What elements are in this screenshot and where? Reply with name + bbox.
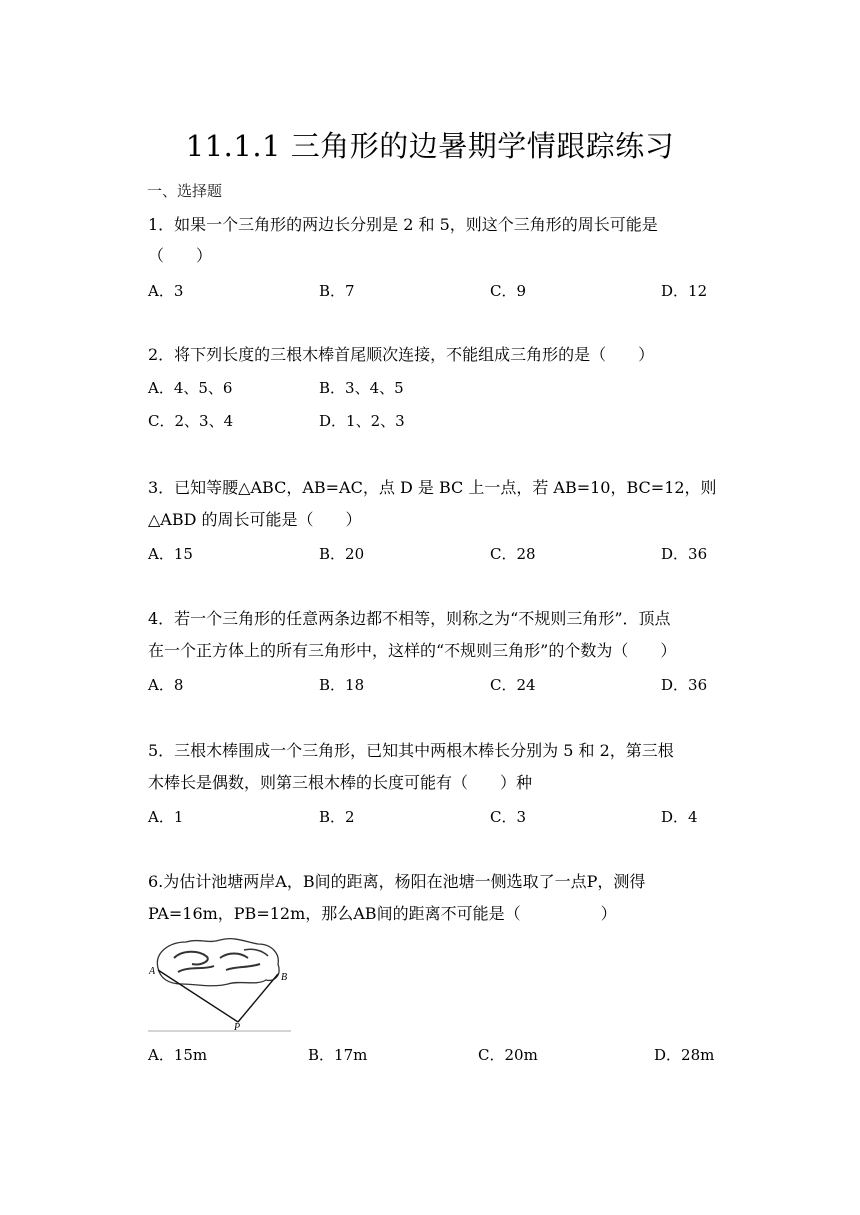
question-stem-line: 木棒长是偶数，则第三根木棒的长度可能有（ ）种	[148, 773, 533, 792]
option-d: D．36	[661, 545, 708, 563]
option-b: B．2	[319, 808, 355, 826]
question-stem-line: 4．若一个三角形的任意两条边都不相等，则称之为“不规则三角形”．顶点	[148, 609, 671, 628]
option-a: A．15	[148, 545, 193, 563]
option-d: D．12	[661, 282, 708, 300]
option-c: C．3	[490, 808, 527, 826]
option-d: D．4	[661, 808, 698, 826]
option-c: C．24	[490, 676, 536, 694]
question-stem-line: 6.为估计池塘两岸A，B间的距离，杨阳在池塘一侧选取了一点P，测得	[148, 872, 646, 891]
question-stem-line: 5．三根木棒围成一个三角形，已知其中两根木棒长分别为 5 和 2，第三根	[148, 741, 674, 760]
question-stem-line: PA=16m，PB=12m，那么AB间的距离不可能是（ ）	[148, 904, 617, 923]
option-c: C．2、3、4	[148, 412, 234, 430]
option-a: A．15m	[148, 1046, 208, 1064]
question-stem-line: 在一个正方体上的所有三角形中，这样的“不规则三角形”的个数为（ ）	[148, 641, 677, 660]
document-title: 11.1.1 三角形的边暑期学情跟踪练习	[185, 129, 675, 163]
segment-pa	[158, 970, 238, 1022]
question-stem-line: △ABD 的周长可能是（ ）	[148, 510, 362, 529]
question-stem-line: 2．将下列长度的三根木棒首尾顺次连接，不能组成三角形的是（ ）	[148, 345, 655, 364]
option-a: A．4、5、6	[148, 379, 233, 397]
question-stem-line: 3．已知等腰△ABC，AB=AC，点 D 是 BC 上一点，若 AB=10，BC=12，则	[148, 478, 717, 497]
option-b: B．17m	[308, 1046, 368, 1064]
option-d: D．1、2、3	[319, 412, 405, 430]
label-p: P	[234, 1022, 241, 1033]
pond-contour	[244, 949, 268, 956]
label-b: B	[281, 972, 288, 983]
question-stem-line: 1．如果一个三角形的两边长分别是 2 和 5，则这个三角形的周长可能是	[148, 215, 658, 234]
pond-contour	[226, 964, 260, 970]
label-a: A	[149, 966, 156, 977]
pond-figure	[148, 930, 293, 1034]
option-a: A．8	[148, 676, 184, 694]
question-stem-line: （ ）	[148, 246, 213, 265]
option-b: B．18	[319, 676, 365, 694]
pond-outline	[157, 939, 279, 986]
option-c: C．28	[490, 545, 536, 563]
option-b: B．3、4、5	[319, 379, 404, 397]
option-a: A．1	[148, 808, 184, 826]
option-b: B．7	[319, 282, 355, 300]
option-a: A．3	[148, 282, 184, 300]
pond-contour	[178, 966, 214, 972]
option-c: C．9	[490, 282, 527, 300]
option-d: D．36	[661, 676, 708, 694]
pond-contour	[174, 952, 208, 965]
option-c: C．20m	[478, 1046, 538, 1064]
segment-pb	[238, 974, 278, 1022]
pond-contour	[220, 954, 248, 959]
option-b: B．20	[319, 545, 365, 563]
section-heading: 一、选择题	[147, 182, 223, 200]
option-d: D．28m	[654, 1046, 715, 1064]
